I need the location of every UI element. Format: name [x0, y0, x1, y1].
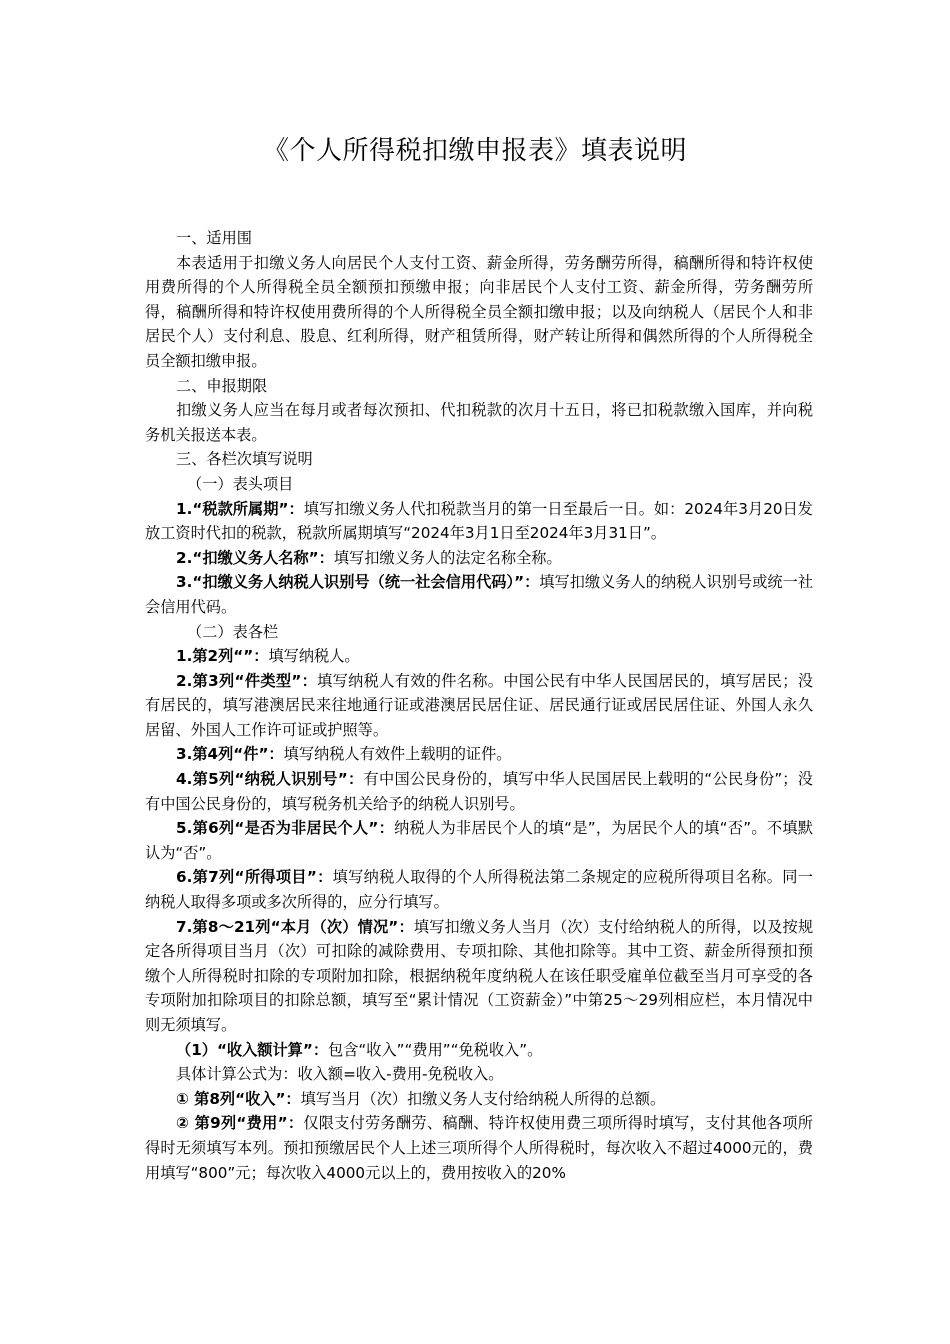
item-text: 填写纳税人。	[268, 647, 360, 666]
subheading-header-items: （一）表头项目	[187, 474, 294, 493]
section-heading-instructions: 三、各栏次填写说明	[176, 450, 313, 469]
item-tax-period	[145, 497, 813, 546]
item-text: 填写纳税人有效件上载明的证件。	[283, 745, 512, 764]
item-text: 填写纳税人有效的件名称。中国公民有中华人民国居民的，填写居民；没有居民的，填写港澳居民来往地通行证或港澳居民居住证、居民通行证或居民居住证、外国人永久居留、外国人工作许可证或护照等。	[145, 671, 814, 739]
item-label: 2.“扣缴义务人名称”：	[176, 548, 334, 567]
column-item-5	[145, 767, 813, 816]
item-text: 填写扣缴义务人的法定名称全称。	[333, 548, 562, 567]
item-label: 5.第6列“是否为非居民个人”：	[176, 819, 395, 838]
item-label: 4.第5列“纳税人识别号”：	[176, 770, 364, 789]
item-withholder-id	[145, 570, 813, 619]
item-text: 有中国公民身份的，填写中华人民国居民上载明的“公民身份”；没有中国公民身份的，填写税务机关给予的纳税人识别号。	[145, 770, 813, 813]
income-calculation	[145, 1038, 813, 1063]
item-text: 填写扣缴义务人代扣税款当月的第一日至最后一日。如：2024年3月20日发放工资时代扣的税款，税款所属期填写“2024年3月1日至2024年3月31日”。	[145, 499, 813, 543]
item-label: 6.第7列“所得项目”：	[176, 868, 333, 887]
item-label: （1）“收入额计算”：	[176, 1040, 329, 1059]
column-item-9-expense	[145, 1111, 813, 1185]
item-withholder-name	[145, 546, 813, 571]
item-label: 3.第4列“件”：	[176, 745, 284, 764]
item-text: 填写扣缴义务人当月（次）支付给纳税人的所得，以及按规定各所得项目当月（次）可扣除的减除费用、专项扣除、其他扣除等。其中工资、薪金所得预扣预缴个人所得税时扣除的专项附加扣除，根据纳税年度纳税人在该任职受雇单位截至当月可享受的各专项附加扣除项目的扣除总额，填写至“累计情况（工资薪金）”中第25～29列相应栏，本月情况中则无须填写。	[145, 917, 813, 1034]
column-item-3	[145, 669, 813, 743]
column-item-6	[145, 816, 813, 865]
item-label: 3.“扣缴义务人纳税人识别号（统一社会信用代码）”：	[176, 573, 540, 592]
income-formula: 具体计算公式为：收入额=收入-费用-免税收入。	[176, 1065, 504, 1084]
column-item-8-income	[145, 1087, 813, 1112]
document-body	[145, 226, 813, 1185]
item-text: 仅限支付劳务酬劳、稿酬、特许权使用费三项所得时填写，支付其他各项所得时无须填写本列。预扣预缴居民个人上述三项所得个人所得税时，每次收入不超过4000元的，费用填写“800”元；每次收入4000元以上的，费用按收入的20%	[145, 1114, 813, 1182]
column-item-4	[145, 742, 813, 767]
item-text: 填写当月（次）扣缴义务人支付给纳税人所得的总额。	[300, 1089, 666, 1108]
item-text: 纳税人为非居民个人的填“是”，为居民个人的填“否”。不填默认为“否”。	[145, 819, 813, 862]
column-item-7	[145, 865, 813, 914]
item-label: ② 第9列“费用”：	[176, 1114, 304, 1133]
item-label: 1.“税款所属期”：	[176, 499, 304, 518]
section-heading-scope: 一、适用围	[176, 229, 252, 247]
item-text: 包含“收入”“费用”“免税收入”。	[328, 1040, 543, 1059]
column-item-8-21	[145, 915, 813, 1038]
item-label: 2.第3列“件类型”：	[176, 671, 318, 690]
subheading-table-columns: （二）表各栏	[187, 622, 279, 641]
document-title: 《个人所得税扣缴申报表》填表说明	[262, 136, 687, 166]
section-heading-deadline: 二、申报期限	[176, 376, 268, 395]
item-label: 1.第2列“”：	[176, 647, 269, 666]
item-label: 7.第8～21列“本月（次）情况”：	[176, 917, 414, 936]
item-text: 填写扣缴义务人的纳税人识别号或统一社会信用代码。	[145, 573, 814, 616]
paragraph-scope: 本表适用于扣缴义务人向居民个人支付工资、薪金所得，劳务酬劳所得，稿酬所得和特许权使用费所得的个人所得税全员全额预扣预缴申报；向非居民个人支付工资、薪金所得，劳务酬劳所得，稿酬所得和特许权使用费所得的个人所得税全员全额扣缴申报；以及向纳税人（居民个人和非居民个人）支付利息、股息、红利所得，财产租赁所得，财产转让所得和偶然所得的个人所得税全员全额扣缴申报。	[145, 253, 813, 370]
item-text: 填写纳税人取得的个人所得税法第二条规定的应税所得项目名称。同一纳税人取得多项或多次所得的，应分行填写。	[145, 868, 813, 912]
item-label: ① 第8列“收入”：	[176, 1089, 301, 1108]
column-item-2	[145, 644, 813, 669]
paragraph-deadline: 扣缴义务人应当在每月或者每次预扣、代扣税款的次月十五日，将已扣税款缴入国库，并向税务机关报送本表。	[145, 401, 813, 444]
